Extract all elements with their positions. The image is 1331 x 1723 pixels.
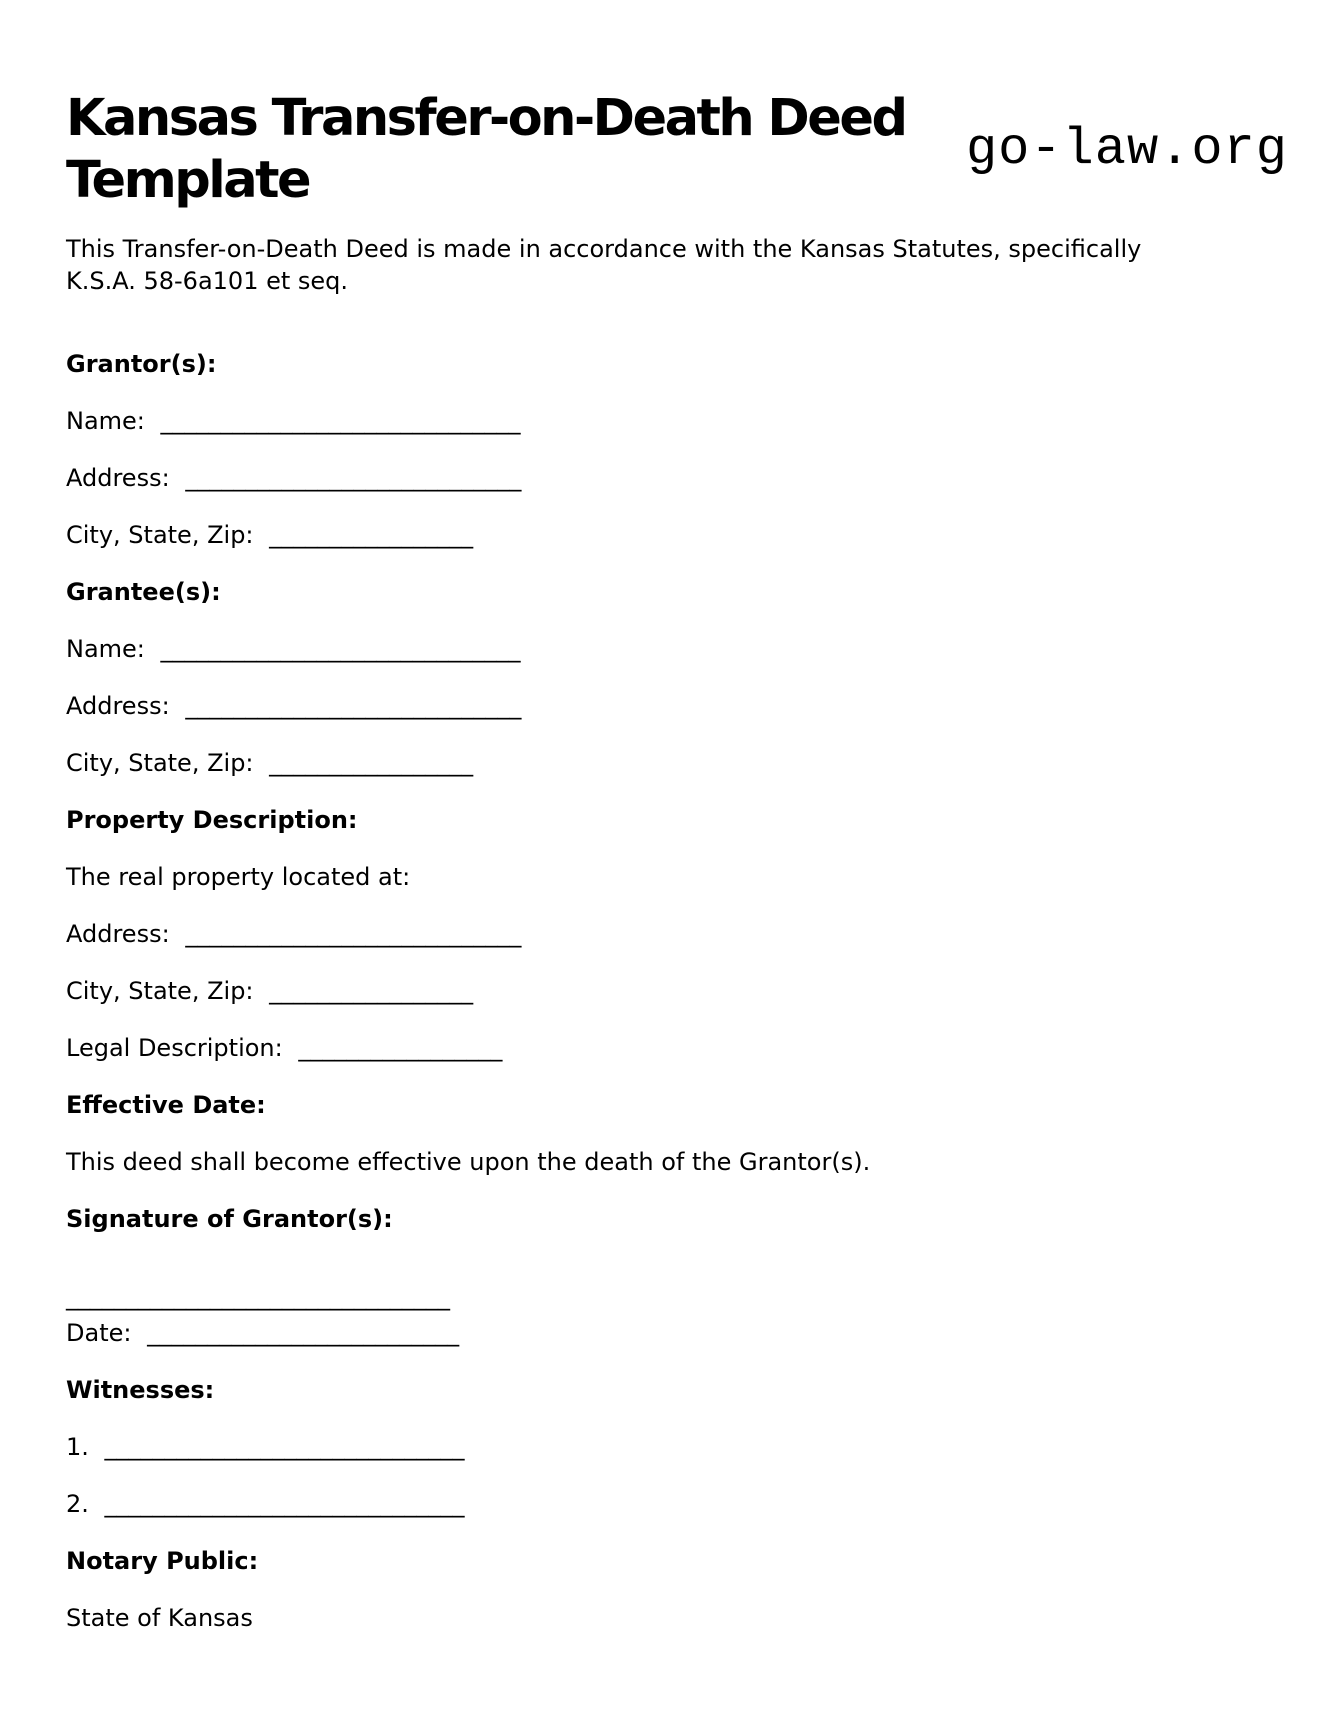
document-title: Kansas Transfer-on-Death Deed Template <box>66 89 906 210</box>
fill-in-blank: ________________________________ <box>66 1283 450 1311</box>
signature-blank-line <box>66 1283 1265 1311</box>
field-date <box>66 1319 1265 1347</box>
section-heading-notary: Notary Public: <box>66 1547 259 1575</box>
field-label: Name: <box>66 635 145 663</box>
section-heading-property-description: Property Description: <box>66 806 358 834</box>
fill-in-blank: ____________________________ <box>185 692 522 720</box>
field-label: City, State, Zip: <box>66 749 254 777</box>
field-grantee-city-state-zip <box>66 749 1265 777</box>
document-header <box>66 88 1288 212</box>
effective-date-text: This deed shall become effective upon the death of the Grantor(s). <box>66 1148 871 1176</box>
fill-in-blank: ______________________________ <box>104 1433 465 1461</box>
field-grantor-name <box>66 407 1265 435</box>
fill-in-blank: ____________________________ <box>185 920 522 948</box>
fill-in-blank: ______________________________ <box>160 407 521 435</box>
section-heading-grantees: Grantee(s): <box>66 578 221 606</box>
field-label: Address: <box>66 464 170 492</box>
site-logo: go-law.org <box>965 120 1288 179</box>
fill-in-blank: ______________________________ <box>160 635 521 663</box>
field-label: Address: <box>66 920 170 948</box>
field-grantee-address <box>66 692 1265 720</box>
field-label: City, State, Zip: <box>66 977 254 1005</box>
witness-number: 1. <box>66 1433 89 1461</box>
field-legal-description <box>66 1034 1265 1062</box>
notary-state-text: State of Kansas <box>66 1604 253 1632</box>
fill-in-blank: ____________________________ <box>185 464 522 492</box>
witness-line-1 <box>66 1433 1265 1461</box>
fill-in-blank: __________________________ <box>147 1319 460 1347</box>
field-grantor-address <box>66 464 1265 492</box>
field-label: Date: <box>66 1319 132 1347</box>
fill-in-blank: _________________ <box>269 749 474 777</box>
field-label: Address: <box>66 692 170 720</box>
field-grantee-name <box>66 635 1265 663</box>
field-label: Legal Description: <box>66 1034 283 1062</box>
field-label: Name: <box>66 407 145 435</box>
witness-line-2 <box>66 1490 1265 1518</box>
section-heading-signature: Signature of Grantor(s): <box>66 1205 393 1233</box>
section-heading-witnesses: Witnesses: <box>66 1376 215 1404</box>
fill-in-blank: _________________ <box>269 977 474 1005</box>
field-property-city-state-zip <box>66 977 1265 1005</box>
section-heading-effective-date: Effective Date: <box>66 1091 266 1119</box>
witness-number: 2. <box>66 1490 89 1518</box>
field-label: City, State, Zip: <box>66 521 254 549</box>
fill-in-blank: _________________ <box>269 521 474 549</box>
field-property-address <box>66 920 1265 948</box>
field-grantor-city-state-zip <box>66 521 1265 549</box>
section-heading-grantors: Grantor(s): <box>66 350 217 378</box>
intro-paragraph: This Transfer-on-Death Deed is made in accordance with the Kansas Statutes, specifically K.S.A. 58-6a101 et seq. <box>66 235 1142 295</box>
fill-in-blank: _________________ <box>298 1034 503 1062</box>
property-lead-text: The real property located at: <box>66 863 411 891</box>
fill-in-blank: ______________________________ <box>104 1490 465 1518</box>
